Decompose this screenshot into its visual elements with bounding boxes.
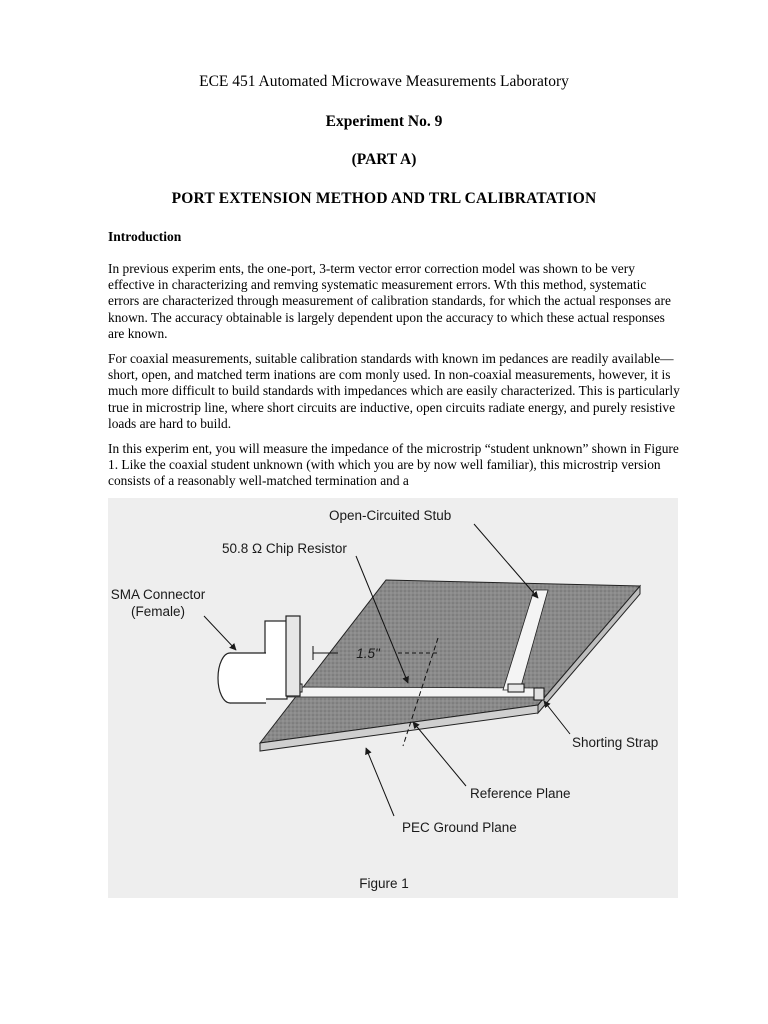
chip-resistor bbox=[508, 684, 524, 692]
course-title: ECE 451 Automated Microwave Measurements Laboratory bbox=[199, 73, 569, 90]
ground-label: PEC Ground Plane bbox=[402, 820, 517, 835]
microstrip-diagram bbox=[108, 498, 678, 898]
figure-1 bbox=[108, 498, 678, 898]
sma-flange-side bbox=[286, 616, 300, 696]
figure-caption: Figure 1 bbox=[359, 876, 409, 891]
connector-label-line1: SMA Connector bbox=[110, 587, 206, 602]
part-label: (PART A) bbox=[351, 151, 417, 168]
paragraph-1: In previous experim ents, the one-port, 3-term vector error correction model was shown to be very effective in characterizing and remving systematic measurement errors. Wth this method, systematic errors are characterized through measurement of calibration standards, for which the actual responses are known. The accuracy obtainable is largely dependent upon the accuracy to which these actual responses are known. bbox=[108, 261, 671, 341]
document-title: PORT EXTENSION METHOD AND TRL CALIBRATATION bbox=[171, 190, 597, 207]
connector-label-line2: (Female) bbox=[130, 604, 186, 619]
paragraph-2: For coaxial measurements, suitable calibration standards with known im pedances are readily available—short, open, and matched term inations are com monly used. In non-coaxial measurements, however, it is much more difficult to build standards with impedances which are easily characterized. This is particularly true in microstrip line, where short circuits are inductive, open circuits radiate energy, and purely resistive loads are hard to build. bbox=[108, 351, 680, 431]
resistor-label: 50.8 Ω Chip Resistor bbox=[222, 541, 347, 556]
reference-label: Reference Plane bbox=[470, 786, 571, 801]
dimension-label: 1.5" bbox=[356, 646, 380, 661]
stub-label: Open-Circuited Stub bbox=[329, 508, 452, 523]
sma-flange bbox=[265, 621, 287, 699]
experiment-number: Experiment No. 9 bbox=[325, 113, 443, 130]
strap-label: Shorting Strap bbox=[572, 735, 659, 750]
sma-barrel bbox=[230, 653, 266, 703]
section-heading-introduction: Introduction bbox=[108, 229, 182, 244]
paragraph-3: In this experim ent, you will measure the impedance of the microstrip “student unknown” shown in Figure 1. Like the coaxial student unknown (with which you are by now well familiar), this microstrip version consists of a reasonably well-matched termination and a bbox=[108, 441, 679, 489]
shorting-strap bbox=[534, 688, 544, 700]
